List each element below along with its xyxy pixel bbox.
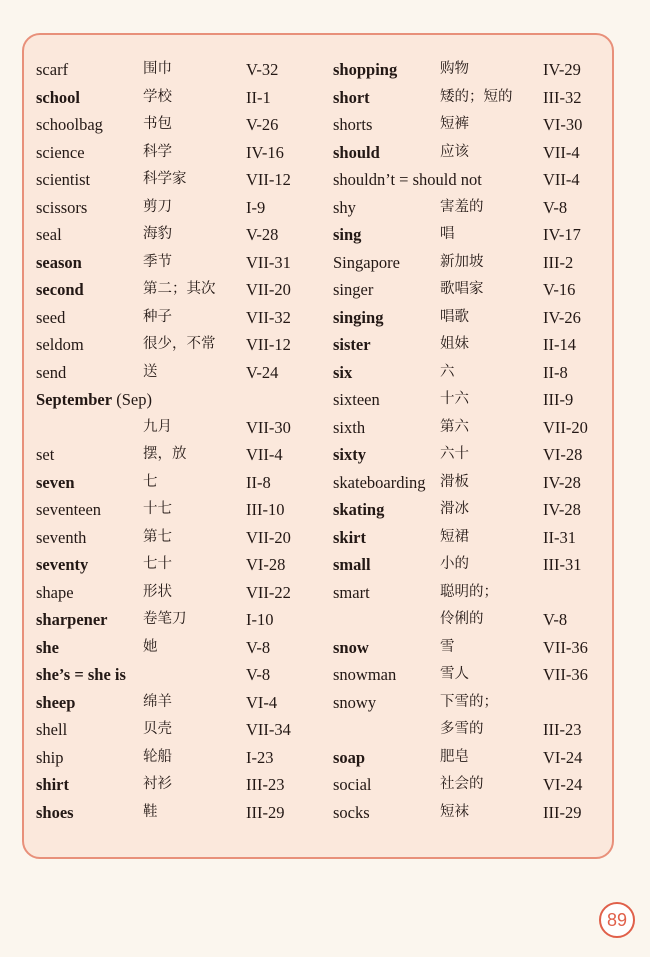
entry-unit-page: III-23 [246, 775, 285, 794]
entry-word-text: Singapore [333, 252, 400, 272]
glossary-entry [333, 799, 623, 827]
entry-translation: 短裙 [440, 528, 469, 545]
entry-unit-page: IV-28 [543, 472, 581, 492]
entry-word-text: short [333, 87, 370, 107]
entry-unit-page: VII-32 [246, 307, 291, 327]
glossary-entry [36, 441, 326, 469]
glossary-entry [36, 414, 326, 442]
glossary-entry [36, 771, 326, 799]
entry-word [333, 579, 370, 607]
entry-translation: 唱 [440, 226, 455, 242]
entry-word [333, 661, 396, 689]
entry-translation: 形状 [143, 583, 172, 600]
entry-word [333, 524, 366, 552]
entry-unit-page: V-28 [246, 225, 279, 244]
entry-word [36, 386, 152, 414]
entry-translation: 剪刀 [143, 198, 172, 215]
entry-word [333, 221, 361, 249]
entry-unit-page: III-29 [543, 802, 582, 822]
entry-translation: 雪 [440, 638, 455, 655]
entry-word [36, 194, 87, 222]
entry-unit-page: V-8 [246, 665, 271, 684]
entry-word-text: should [333, 142, 380, 162]
entry-unit-page: III-29 [246, 802, 285, 822]
entry-unit-page: I-10 [246, 610, 274, 629]
entry-unit-page: VII-12 [246, 170, 291, 189]
glossary-entry [333, 84, 623, 112]
glossary-entry [333, 166, 623, 194]
entry-word [333, 496, 384, 524]
entry-unit-page: V-8 [246, 637, 271, 657]
glossary-entry [36, 496, 326, 524]
glossary-entry [36, 359, 326, 387]
entry-word-text: scissors [36, 197, 88, 217]
entry-unit-page: VII-34 [246, 720, 291, 739]
entry-translation: 应该 [440, 143, 469, 160]
entry-unit-page: II-1 [246, 87, 271, 107]
entry-word-text: smart [333, 582, 370, 602]
entry-word-text: social [333, 775, 372, 794]
glossary-entry [36, 331, 326, 359]
entry-unit-page: VI-24 [543, 775, 583, 794]
entry-word [36, 84, 80, 112]
glossary-entry [36, 661, 326, 689]
entry-unit-page: VII-20 [246, 527, 291, 547]
entry-translation: 贝壳 [143, 721, 172, 737]
entry-word [333, 139, 380, 167]
entry-word-text: sixth [333, 417, 366, 437]
glossary-entry [333, 579, 623, 607]
entry-word [333, 771, 372, 799]
glossary-entry [36, 634, 326, 662]
glossary-right-column [333, 56, 623, 826]
entry-word-text: seed [36, 307, 66, 327]
entry-translation: 七 [143, 473, 158, 490]
entry-unit-page: VI-28 [246, 555, 286, 574]
entry-translation: 滑板 [440, 473, 469, 490]
entry-translation: 季节 [143, 253, 172, 270]
entry-unit-page: III-2 [543, 252, 574, 272]
entry-word-text: shopping [333, 60, 398, 79]
glossary-entry [36, 606, 326, 634]
entry-unit-page: III-31 [543, 555, 582, 574]
entry-word-text: shouldn’t = should not [333, 170, 482, 189]
entry-word-text: schoolbag [36, 115, 103, 134]
entry-translation: 摆，放 [143, 446, 187, 462]
glossary-entry [333, 414, 623, 442]
entry-word [36, 771, 69, 799]
glossary-entry [36, 139, 326, 167]
page-number: 89 [599, 902, 635, 938]
entry-translation: 她 [143, 638, 158, 655]
entry-word-text: shirt [36, 775, 69, 794]
entry-word [36, 469, 75, 497]
entry-word-text: seven [36, 472, 75, 492]
entry-word-text: seventeen [36, 500, 102, 519]
entry-translation: 肥皂 [440, 748, 469, 765]
glossary-entry [333, 716, 623, 744]
entry-word [36, 276, 84, 304]
entry-word [36, 634, 59, 662]
entry-word-text: sing [333, 225, 362, 244]
entry-unit-page: I-23 [246, 747, 274, 767]
glossary-entry [36, 689, 326, 717]
entry-unit-page: III-23 [543, 720, 582, 739]
entry-unit-page: III-32 [543, 87, 582, 107]
entry-word-abbrev: (Sep) [112, 390, 152, 409]
entry-word [36, 441, 54, 469]
entry-translation: 唱歌 [440, 308, 469, 325]
glossary-entry [333, 771, 623, 799]
glossary-entry [333, 359, 623, 387]
entry-unit-page: V-8 [543, 197, 568, 217]
entry-word-text: singer [333, 280, 374, 299]
entry-unit-page: III-9 [543, 390, 574, 409]
entry-word-text: shy [333, 197, 356, 217]
glossary-entry [333, 276, 623, 304]
entry-word-text: snowman [333, 665, 397, 684]
glossary-entry [36, 304, 326, 332]
entry-unit-page: V-16 [543, 280, 576, 299]
entry-word-text: sixty [333, 445, 366, 464]
entry-translation: 九月 [143, 418, 172, 435]
entry-word-text: scarf [36, 60, 69, 79]
entry-unit-page: VII-22 [246, 582, 291, 602]
glossary-entry [333, 661, 623, 689]
glossary-entry [36, 194, 326, 222]
entry-translation: 卷笔刀 [143, 611, 187, 627]
entry-word-text: skateboarding [333, 472, 426, 492]
entry-word [333, 276, 373, 304]
entry-word-text: sister [333, 335, 371, 354]
entry-word [36, 689, 75, 717]
glossary-entry [333, 744, 623, 772]
entry-word [36, 166, 90, 194]
entry-word-text: six [333, 362, 353, 382]
entry-word [333, 56, 397, 84]
entry-word-text: singing [333, 307, 384, 327]
entry-word-text: skirt [333, 527, 366, 547]
entry-unit-page: VI-28 [543, 445, 583, 464]
glossary-entry [333, 386, 623, 414]
entry-word [333, 331, 371, 359]
entry-translation: 滑冰 [440, 501, 469, 517]
entry-translation: 第六 [440, 418, 469, 435]
entry-translation: 第二；其次 [143, 281, 216, 297]
entry-word-text: science [36, 142, 85, 162]
entry-translation: 第七 [143, 528, 172, 545]
entry-unit-page: VII-20 [543, 417, 588, 437]
entry-word [36, 579, 74, 607]
glossary-entry [333, 689, 623, 717]
entry-word [36, 496, 101, 524]
entry-translation: 学校 [143, 88, 172, 105]
entry-translation: 六 [440, 363, 455, 380]
glossary-entry [333, 606, 623, 634]
entry-word [333, 634, 369, 662]
entry-translation: 绵羊 [143, 693, 172, 710]
entry-word-text: seventy [36, 555, 89, 574]
entry-unit-page: III-10 [246, 500, 285, 519]
glossary-entry [333, 634, 623, 662]
entry-word [333, 166, 482, 194]
entry-unit-page: VII-30 [246, 417, 291, 437]
glossary-entry [333, 331, 623, 359]
entry-word [333, 799, 370, 827]
entry-unit-page: VII-20 [246, 280, 291, 299]
entry-translation: 聪明的； [440, 583, 498, 600]
entry-word [333, 414, 365, 442]
glossary-entry [333, 524, 623, 552]
entry-word [333, 551, 371, 579]
entry-unit-page: V-26 [246, 115, 279, 134]
glossary-left-column [36, 56, 326, 826]
entry-word [36, 744, 64, 772]
glossary-entry [36, 166, 326, 194]
entry-word [333, 441, 366, 469]
entry-translation: 科学 [143, 143, 172, 160]
entry-word-text: sixteen [333, 390, 380, 409]
entry-word-text: September [36, 390, 113, 409]
entry-translation: 雪人 [440, 666, 469, 682]
glossary-entry [36, 56, 326, 84]
entry-word [333, 249, 400, 277]
glossary-entry [333, 139, 623, 167]
entry-word-text: snowy [333, 692, 377, 712]
glossary-entry [36, 221, 326, 249]
entry-unit-page: VI-24 [543, 747, 583, 767]
entry-word-text: ship [36, 747, 64, 767]
entry-word-text: sheep [36, 692, 76, 712]
glossary-entry [36, 799, 326, 827]
entry-word-text: shell [36, 720, 68, 739]
entry-translation: 矮的；短的 [440, 88, 513, 105]
glossary-entry [36, 386, 326, 414]
entry-word [333, 111, 372, 139]
entry-word [36, 359, 66, 387]
entry-word [36, 249, 82, 277]
entry-unit-page: VII-36 [543, 637, 588, 657]
glossary-entry [333, 221, 623, 249]
entry-word [36, 111, 103, 139]
entry-word [333, 84, 370, 112]
entry-word [36, 606, 108, 634]
entry-word-text: season [36, 252, 82, 272]
entry-translation: 衬衫 [143, 776, 172, 792]
entry-word-text: shorts [333, 115, 373, 134]
entry-translation: 姐妹 [440, 336, 469, 352]
glossary-entry [36, 744, 326, 772]
entry-word [36, 799, 74, 827]
entry-translation: 很少，不常 [143, 336, 216, 352]
entry-word [36, 56, 68, 84]
entry-word-text: skating [333, 500, 385, 519]
entry-unit-page: II-8 [543, 362, 568, 382]
entry-word-text: seldom [36, 335, 84, 354]
entry-word [333, 469, 426, 497]
entry-unit-page: IV-17 [543, 225, 581, 244]
entry-word-text: snow [333, 637, 369, 657]
entry-translation: 十七 [143, 501, 172, 517]
entry-unit-page: VII-4 [543, 170, 580, 189]
entry-unit-page: V-32 [246, 60, 279, 79]
entry-word-text: set [36, 445, 55, 464]
entry-word-text: seal [36, 225, 62, 244]
entry-word [36, 661, 126, 689]
entry-word-text: shoes [36, 802, 74, 822]
entry-translation: 短裤 [440, 116, 469, 132]
entry-unit-page: VII-4 [246, 445, 283, 464]
entry-word-text: shape [36, 582, 74, 602]
entry-translation: 围巾 [143, 61, 172, 77]
entry-unit-page: II-31 [543, 527, 576, 547]
glossary-entry [333, 56, 623, 84]
entry-word [333, 304, 383, 332]
entry-word [36, 524, 86, 552]
glossary-entry [36, 84, 326, 112]
glossary-entry [333, 441, 623, 469]
entry-translation: 轮船 [143, 748, 172, 765]
glossary-entry [36, 551, 326, 579]
glossary-entry [36, 249, 326, 277]
entry-word [36, 551, 88, 579]
entry-word-text: seventh [36, 527, 87, 547]
entry-unit-page: IV-29 [543, 60, 581, 79]
entry-translation: 七十 [143, 556, 172, 572]
entry-unit-page: VII-4 [543, 142, 580, 162]
glossary-entry [333, 111, 623, 139]
entry-translation: 送 [143, 363, 158, 380]
entry-unit-page: VI-30 [543, 115, 583, 134]
entry-translation: 社会的 [440, 776, 484, 792]
entry-translation: 科学家 [143, 171, 187, 187]
entry-translation: 六十 [440, 446, 469, 462]
entry-translation: 多雪的 [440, 721, 484, 737]
glossary-entry [36, 469, 326, 497]
entry-unit-page: VII-12 [246, 335, 291, 354]
glossary-entry [333, 469, 623, 497]
entry-word-text: second [36, 280, 84, 299]
glossary-entry [36, 276, 326, 304]
entry-unit-page: VII-31 [246, 252, 291, 272]
entry-word-text: she [36, 637, 59, 657]
entry-translation: 书包 [143, 116, 172, 132]
entry-translation: 种子 [143, 308, 172, 325]
glossary-entry [36, 579, 326, 607]
entry-translation: 歌唱家 [440, 281, 484, 297]
entry-translation: 小的 [440, 556, 469, 572]
glossary-entry [333, 551, 623, 579]
glossary-entry [333, 496, 623, 524]
glossary-entry [333, 194, 623, 222]
entry-word-text: soap [333, 747, 366, 767]
entry-unit-page: VII-36 [543, 665, 588, 684]
entry-word [333, 744, 365, 772]
entry-unit-page: IV-28 [543, 500, 581, 519]
entry-translation: 下雪的； [440, 693, 498, 710]
entry-translation: 鞋 [143, 803, 158, 820]
entry-translation: 购物 [440, 61, 469, 77]
entry-word [36, 331, 84, 359]
entry-word-text: small [333, 555, 371, 574]
entry-word [333, 386, 380, 414]
entry-word [36, 716, 67, 744]
entry-unit-page: II-8 [246, 472, 271, 492]
entry-word-text: sharpener [36, 610, 108, 629]
entry-translation: 伶俐的 [440, 611, 484, 627]
glossary-entry [333, 249, 623, 277]
entry-unit-page: V-8 [543, 610, 568, 629]
entry-word [333, 359, 352, 387]
entry-unit-page: VI-4 [246, 692, 278, 712]
entry-unit-page: V-24 [246, 362, 279, 382]
entry-word-text: she’s = she is [36, 665, 126, 684]
entry-word [333, 194, 356, 222]
entry-translation: 害羞的 [440, 198, 484, 215]
entry-word [36, 221, 62, 249]
entry-unit-page: IV-16 [246, 142, 284, 162]
entry-word-text: school [36, 87, 81, 107]
entry-word-text: socks [333, 802, 370, 822]
entry-word [36, 139, 85, 167]
glossary-entry [333, 304, 623, 332]
entry-translation: 短袜 [440, 803, 469, 820]
glossary-entry [36, 716, 326, 744]
entry-word-text: scientist [36, 170, 91, 189]
glossary-entry [36, 111, 326, 139]
entry-unit-page: IV-26 [543, 307, 581, 327]
entry-translation: 海豹 [143, 226, 172, 242]
entry-word [36, 304, 65, 332]
entry-word-text: send [36, 362, 67, 382]
entry-unit-page: II-14 [543, 335, 576, 354]
entry-translation: 十六 [440, 391, 469, 407]
glossary-entry [36, 524, 326, 552]
entry-unit-page: I-9 [246, 197, 266, 217]
entry-translation: 新加坡 [440, 253, 484, 270]
entry-word [333, 689, 376, 717]
